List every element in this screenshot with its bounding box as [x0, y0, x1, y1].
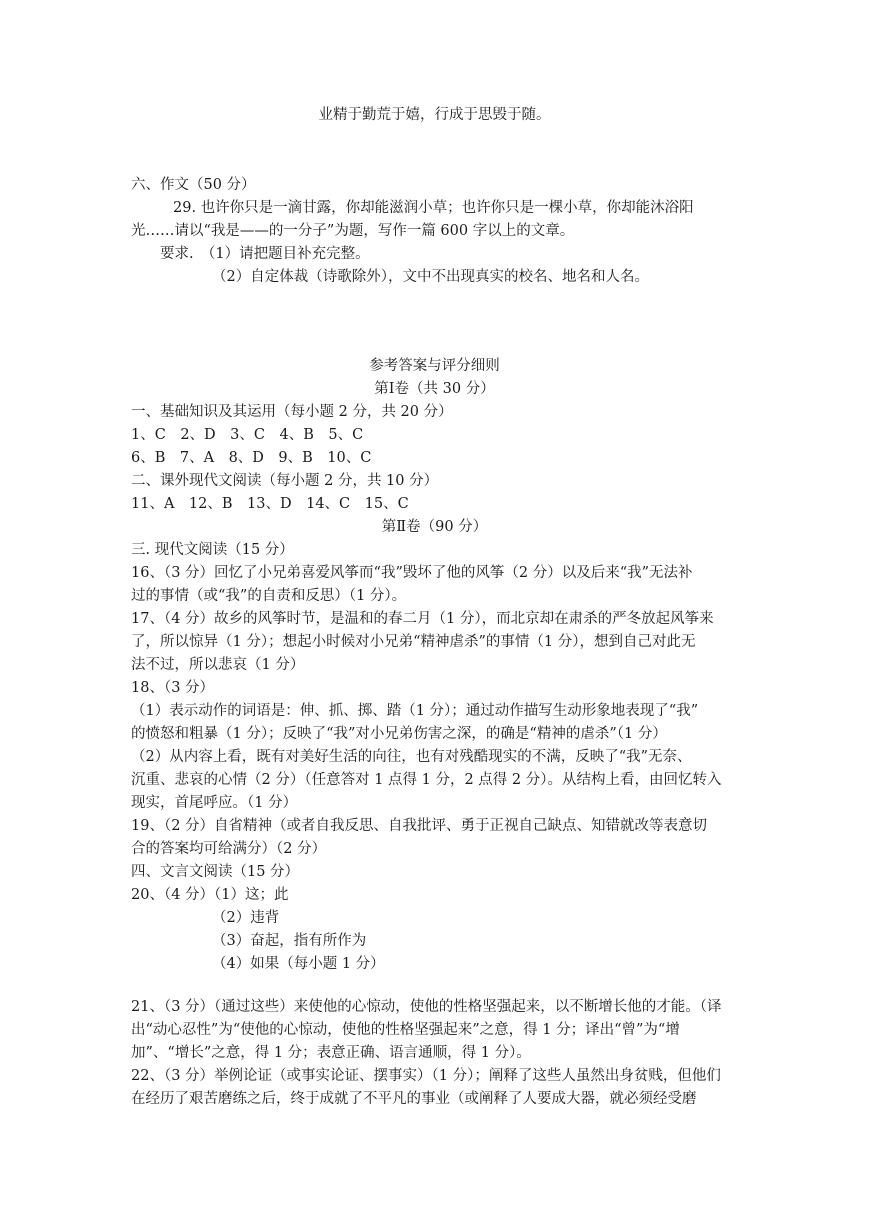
section-1-heading: 一、基础知识及其运用（每小题 2 分，共 20 分）	[131, 404, 453, 420]
answers-6-10: 6、B 7、A 8、D 9、B 10、C	[131, 450, 372, 466]
section-2-heading: 二、课外现代文阅读（每小题 2 分，共 10 分）	[131, 473, 439, 489]
answer-20-line-4: （4）如果（每小题 1 分）	[212, 956, 385, 972]
answer-21-line-1: 21、（3 分）（通过这些）来使他的心惊动，使他的性格坚强起来，以不断增长他的才能。（译	[131, 999, 722, 1015]
answer-18-part-2-line-2: 沉重、悲哀的心情（2 分）（任意答对 1 点得 1 分，2 点得 2 分）。从结构上看，由回忆转入	[131, 772, 722, 788]
requirement-1: 要求. （1）请把题目补充完整。	[160, 246, 370, 262]
answer-22-line-1: 22、（3 分）举例论证（或事实论证、摆事实）（1 分）；阐释了这些人虽然出身贫贱，但他们	[131, 1068, 721, 1084]
volume-2-heading: 第Ⅱ卷（90 分）	[381, 519, 488, 535]
volume-1-heading: 第Ⅰ卷（共 30 分）	[374, 381, 495, 397]
section-3-heading: 三. 现代文阅读（15 分）	[131, 542, 294, 558]
answer-18-part-1-line-1: （1）表示动作的词语是：伸、抓、掷、踏（1 分）；通过动作描写生动形象地表现了“我”	[131, 703, 699, 719]
answer-16-line-1: 16、（3 分）回忆了小兄弟喜爱风筝而“我”毁坏了他的风筝（2 分）以及后来“我”无法补	[131, 565, 693, 581]
answer-key-title: 参考答案与评分细则	[369, 358, 500, 374]
answer-21-line-2: 出“动心忍性”为“使他的心惊动，使他的性格坚强起来”之意，得 1 分；译出“曾”为“增	[131, 1022, 680, 1038]
answer-20-line-2: （2）违背	[212, 910, 280, 926]
requirement-2: （2）自定体裁（诗歌除外），文中不出现真实的校名、地名和人名。	[212, 269, 649, 285]
answer-17-line-3: 法不过，所以悲哀（1 分）	[131, 657, 305, 673]
answer-19-line-2: 合的答案均可给满分）（2 分）	[131, 841, 327, 857]
answer-18-part-2-line-3: 现实，首尾呼应。（1 分）	[131, 795, 298, 811]
question-29-line-2: 光……请以“我是——的一分子”为题，写作一篇 600 字以上的文章。	[131, 223, 575, 239]
section-heading-composition: 六、作文（50 分）	[131, 177, 256, 193]
question-29-line-1: 29. 也许你只是一滴甘露，你却能滋润小草；也许你只是一棵小草，你却能沐浴阳	[173, 200, 694, 216]
answers-1-5: 1、C 2、D 3、C 4、B 5、C	[131, 427, 364, 443]
answer-18-part-1-line-2: 的愤怒和粗暴（1 分）；反映了“我”对小兄弟伤害之深，的确是“精神的虐杀”（1 分）	[131, 726, 667, 742]
answer-17-line-1: 17、（4 分）故乡的风筝时节，是温和的春二月（1 分），而北京却在肃杀的严冬放起风筝来	[131, 611, 714, 627]
answer-18-heading: 18、（3 分）	[131, 680, 215, 696]
quote-line: 业精于勤荒于嬉，行成于思毁于随。	[318, 107, 551, 123]
answer-18-part-2-line-1: （2）从内容上看，既有对美好生活的向往，也有对残酷现实的不满，反映了“我”无奈、	[131, 749, 692, 765]
answer-16-line-2: 过的事情（或“我”的自责和反思）（1 分）。	[131, 588, 407, 604]
answer-20-line-3: （3）奋起，指有所作为	[212, 933, 367, 949]
answer-21-line-3: 加”、“增长”之意，得 1 分；表意正确、语言通顺，得 1 分）。	[131, 1045, 531, 1061]
answers-11-15: 11、A 12、B 13、D 14、C 15、C	[131, 496, 409, 512]
answer-22-line-2: 在经历了艰苦磨练之后，终于成就了不平凡的事业（或阐释了人要成大器，就必须经受磨	[131, 1091, 697, 1107]
answer-19-line-1: 19、（2 分）自省精神（或者自我反思、自我批评、勇于正视自己缺点、知错就改等表意切	[131, 818, 708, 834]
section-4-heading: 四、文言文阅读（15 分）	[131, 864, 300, 880]
answer-20-line-1: 20、（4 分）（1）这；此	[131, 887, 289, 903]
answer-17-line-2: 了，所以惊异（1 分）；想起小时候对小兄弟“精神虐杀”的事情（1 分），想到自己对此无	[131, 634, 696, 650]
